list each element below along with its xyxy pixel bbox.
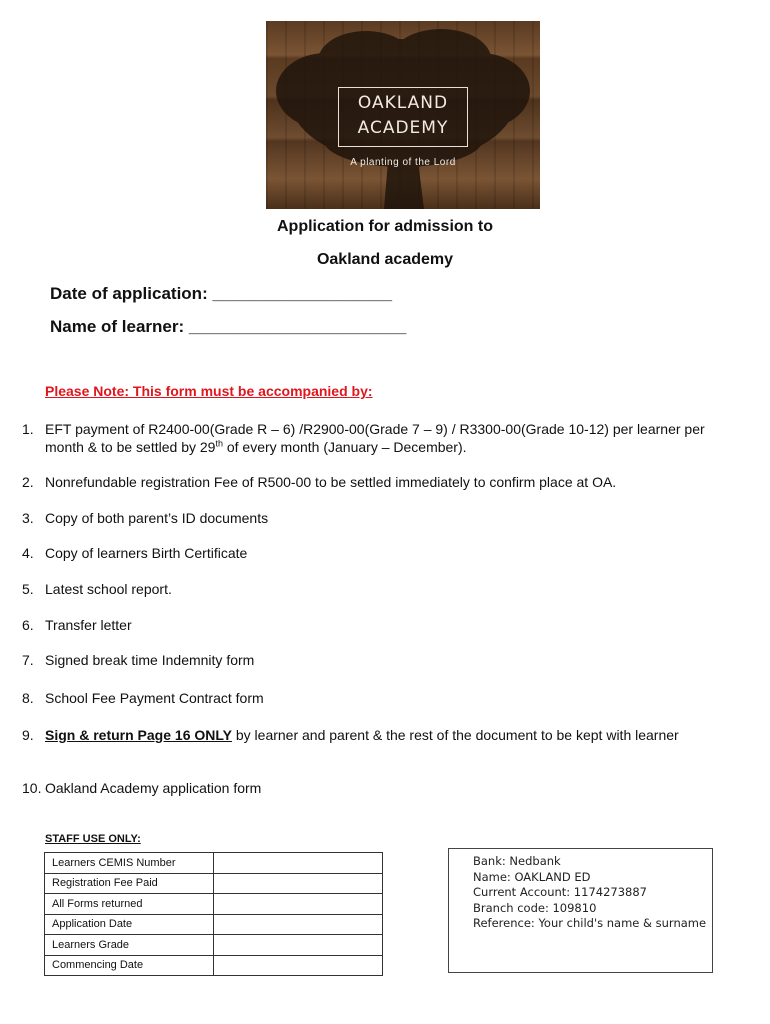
staff-use-table bbox=[44, 852, 383, 976]
staff-use-heading: STAFF USE ONLY: bbox=[45, 833, 141, 845]
list-number: 6. bbox=[22, 617, 34, 633]
name-of-learner-field[interactable]: Name of learner: _______________________ bbox=[50, 317, 407, 336]
table-row bbox=[45, 873, 383, 894]
please-note-heading: Please Note: This form must be accompanied by: bbox=[45, 383, 373, 399]
list-text: Oakland Academy application form bbox=[45, 780, 262, 796]
staff-row-value[interactable] bbox=[214, 853, 383, 874]
staff-row-value[interactable] bbox=[214, 935, 383, 956]
logo-text-academy: ACADEMY bbox=[357, 118, 449, 138]
staff-row-label: Application Date bbox=[45, 914, 214, 935]
bank-details-box bbox=[448, 848, 713, 973]
list-text: Nonrefundable registration Fee of R500-00 to be settled immediately to confirm place at OA. bbox=[45, 474, 617, 490]
list-text: School Fee Payment Contract form bbox=[45, 690, 264, 706]
list-number: 2. bbox=[22, 474, 34, 490]
logo-frame bbox=[338, 87, 468, 147]
logo-tagline: A planting of the Lord bbox=[350, 157, 456, 168]
table-row bbox=[45, 955, 383, 976]
table-row bbox=[45, 935, 383, 956]
staff-row-value[interactable] bbox=[214, 955, 383, 976]
list-text: Sign & return Page 16 ONLY by learner and parent & the rest of the document to be kept with learner bbox=[45, 727, 679, 743]
bank-name: Bank: Nedbank bbox=[473, 854, 561, 868]
list-text: EFT payment of R2400-00(Grade R – 6) /R2900-00(Grade 7 – 9) / R3300-00(Grade 10-12) per learner per month & to be settled by 29th of every month (January – December). bbox=[45, 421, 705, 455]
staff-row-label: All Forms returned bbox=[45, 894, 214, 915]
page-title-line2: Oakland academy bbox=[316, 251, 454, 268]
staff-row-label: Commencing Date bbox=[45, 955, 214, 976]
logo-text-oakland: OAKLAND bbox=[357, 93, 449, 113]
branch-code: Branch code: 109810 bbox=[473, 900, 597, 915]
list-text: Transfer letter bbox=[45, 617, 132, 633]
list-text: Signed break time Indemnity form bbox=[45, 652, 255, 668]
list-number: 8. bbox=[22, 690, 34, 706]
table-row bbox=[45, 914, 383, 935]
staff-row-value[interactable] bbox=[214, 914, 383, 935]
list-text: Copy of learners Birth Certificate bbox=[45, 545, 248, 561]
account-number: Current Account: 1174273887 bbox=[473, 885, 647, 899]
payment-reference: Reference: Your child's name & surname bbox=[473, 916, 707, 930]
staff-row-value[interactable] bbox=[214, 894, 383, 915]
page-title-line1: Application for admission to bbox=[276, 218, 493, 235]
list-number: 7. bbox=[22, 652, 34, 668]
list-number: 9. bbox=[22, 727, 34, 743]
staff-row-label: Learners Grade bbox=[45, 935, 214, 956]
list-number: 5. bbox=[22, 581, 34, 597]
list-number: 4. bbox=[22, 545, 34, 561]
table-row bbox=[45, 894, 383, 915]
list-number: 3. bbox=[22, 510, 34, 526]
list-text: Copy of both parent’s ID documents bbox=[45, 510, 269, 526]
date-of-application-field[interactable]: Date of application: ___________________ bbox=[50, 284, 393, 303]
list-number: 1. bbox=[22, 421, 34, 437]
staff-row-label: Learners CEMIS Number bbox=[45, 853, 214, 874]
table-row bbox=[45, 853, 383, 874]
account-name: Name: OAKLAND ED bbox=[473, 869, 591, 884]
school-logo bbox=[266, 21, 540, 209]
staff-row-value[interactable] bbox=[214, 873, 383, 894]
list-number: 10. bbox=[22, 780, 42, 796]
list-text: Latest school report. bbox=[45, 581, 172, 597]
staff-row-label: Registration Fee Paid bbox=[45, 873, 214, 894]
